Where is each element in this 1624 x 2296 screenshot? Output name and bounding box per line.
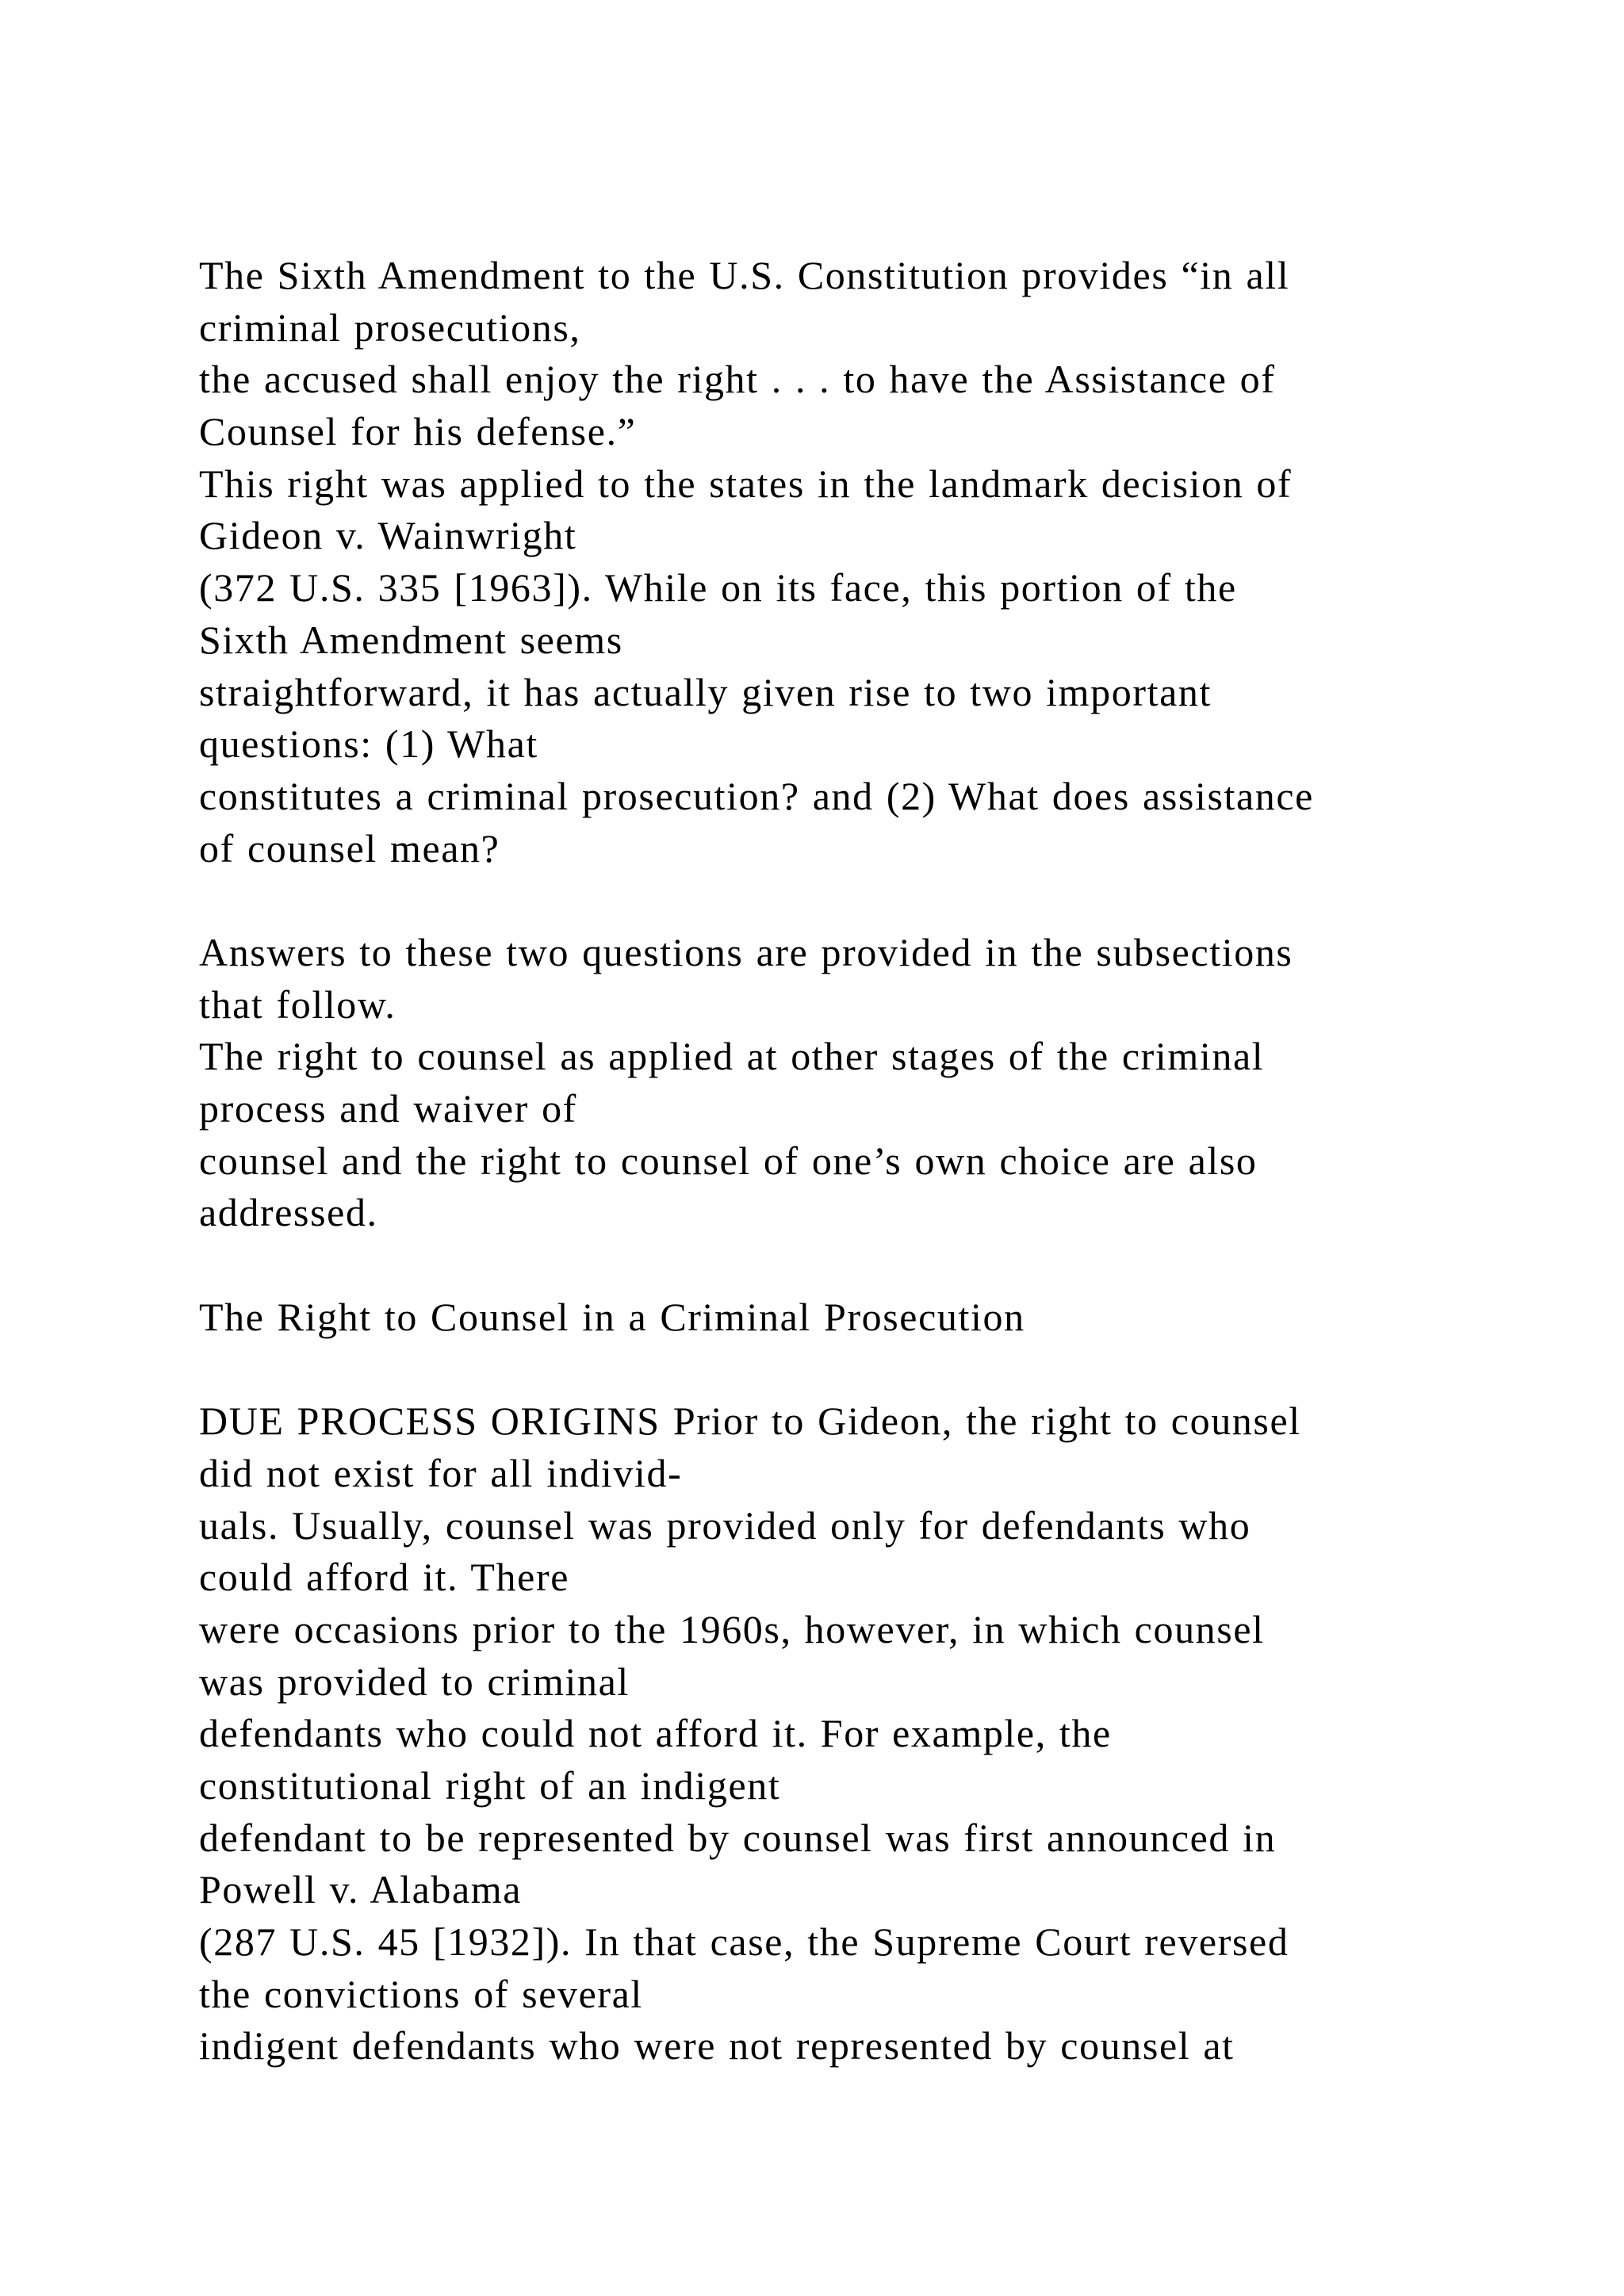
text-line: was provided to criminal: [199, 1659, 630, 1704]
text-line: defendants who could not afford it. For example, the: [199, 1711, 1112, 1756]
text-line: Sixth Amendment seems: [199, 617, 623, 662]
text-line: The right to counsel as applied at other stages of the criminal: [199, 1034, 1265, 1079]
document-body: [199, 250, 1595, 2072]
text-line: Answers to these two questions are provided in the subsections: [199, 929, 1293, 974]
text-line: (287 U.S. 45 [1932]). In that case, the Supreme Court reversed: [199, 1919, 1289, 1964]
text-line: DUE PROCESS ORIGINS Prior to Gideon, the right to counsel: [199, 1399, 1301, 1444]
text-line: addressed.: [199, 1190, 378, 1235]
text-line: of counsel mean?: [199, 825, 500, 871]
text-line: constitutional right of an indigent: [199, 1762, 781, 1808]
text-line: did not exist for all individ-: [199, 1450, 683, 1495]
text-line: questions: (1) What: [199, 721, 538, 767]
text-line: counsel and the right to counsel of one’s own choice are also: [199, 1138, 1258, 1183]
text-line: were occasions prior to the 1960s, however, in which counsel: [199, 1606, 1265, 1651]
blank-line: [199, 1239, 1595, 1292]
text-line: Counsel for his defense.”: [199, 409, 637, 454]
text-line: straightforward, it has actually given rise to two important: [199, 669, 1212, 714]
text-line: indigent defendants who were not represented by counsel at: [199, 2023, 1235, 2068]
text-line: the convictions of several: [199, 1971, 643, 2016]
text-line: The Sixth Amendment to the U.S. Constitution provides “in all: [199, 253, 1290, 297]
text-line: This right was applied to the states in the landmark decision of: [199, 461, 1293, 506]
text-line: uals. Usually, counsel was provided only for defendants who: [199, 1502, 1251, 1548]
text-line: criminal prosecutions,: [199, 304, 581, 350]
text-line: defendant to be represented by counsel was first announced in: [199, 1815, 1277, 1860]
text-line: constitutes a criminal prosecution? and (2) What does assistance: [199, 773, 1314, 818]
text-line: that follow.: [199, 982, 396, 1027]
blank-line: [199, 874, 1595, 927]
text-line: Gideon v. Wainwright: [199, 513, 577, 558]
text-line: The Right to Counsel in a Criminal Prosecution: [199, 1294, 1025, 1339]
blank-line: [199, 1343, 1595, 1395]
text-line: could afford it. There: [199, 1555, 569, 1600]
text-line: process and waiver of: [199, 1086, 577, 1131]
text-line: (372 U.S. 335 [1963]). While on its face, this portion of the: [199, 565, 1237, 610]
text-line: the accused shall enjoy the right . . . to have the Assistance of: [199, 357, 1276, 402]
text-line: Powell v. Alabama: [199, 1867, 523, 1912]
